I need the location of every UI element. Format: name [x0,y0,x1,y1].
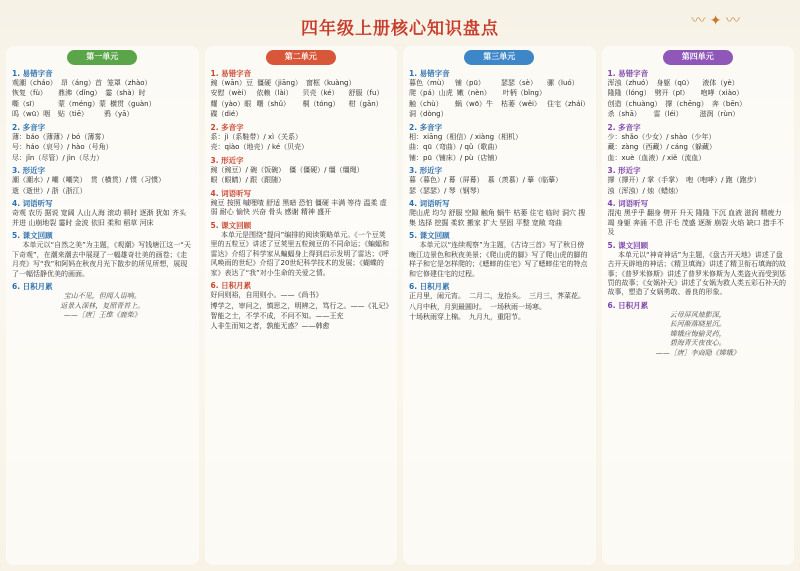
item-text: 舒服（fu） [348,89,384,98]
item-text: 滋润（rùn） [699,110,740,119]
item-text: 枯萎（wěi） [501,99,541,108]
item-text: 正月里，闹元宵。 [409,292,465,301]
section-heading: 3. 形近字 [607,166,641,176]
item-text: 贝壳（ké） [302,89,339,98]
item-text: 薄：báo（薄薄）/ bó（薄雾） [12,132,109,141]
item-text: 窗框（kuàng） [306,78,356,87]
section-heading: 3. 形近字 [210,155,244,165]
item-text: 三月三，荠菜花。 [529,292,585,301]
item-text: 浑浊（zhuó） [607,78,653,87]
section-items [12,209,193,228]
unit-heading: 第二单元 [266,50,336,65]
columns [6,46,794,565]
item-text: 依赖（lài） [256,89,293,98]
item-text: 昂（áng）首 [60,78,103,87]
item-text: 横贯（guàn） [110,99,156,108]
section-heading: 1. 易错字音 [607,68,649,78]
unit-column [403,46,596,565]
item-text: 好问则裕，自用则小。——《尚书》 [210,291,323,300]
section-items [12,79,193,120]
item-text: 蒙（méng）蒙 [58,99,107,108]
item-text: 雷（léi） [653,110,683,119]
item-text: 耀（yào）眼 [210,99,252,108]
item-text: 柑（gān） [348,99,383,108]
item-text: 鸦（yā） [104,110,134,119]
section-heading: 2. 多音字 [12,122,46,132]
item-text: 杀（shā） [607,110,641,119]
item-text: 僵硬（jiāng） [256,78,303,87]
item-text: 混沌 黑乎乎 翻身 劈开 升天 隆隆 下沉 血液 滋润 精疲力竭 身躯 奔涌 不息 汗毛 茂盛 逐渐 崩裂 火焰 缺口 措手不及 [607,209,784,237]
item-text: 洞（dòng） [409,110,448,119]
item-text: 逝（逝世）/ 浙（浙江） [12,186,87,195]
section-items [211,133,392,153]
section-items [211,79,392,120]
unit-column [602,46,795,565]
item-text: 二月二，龙抬头。 [469,292,525,301]
section-items [608,209,789,237]
item-text: 尽：jǐn（尽管）/ jìn（尽力） [12,153,104,162]
section-items [409,209,590,228]
section-items [409,79,590,120]
section-items [608,176,789,196]
section-heading: 2. 多音字 [409,122,443,132]
item-text: 碟（dié） [210,110,243,119]
page-title: 四年级上册核心知识盘点 [301,19,499,39]
poem-line: ——［唐］王维《鹿柴》 [63,310,141,319]
item-text: 奇观 农历 据说 宽阔 人山人海 滚动 顿时 逐渐 犹如 齐头并进 山崩地裂 霎时 金波 依旧 柔和 稻草 河床 [12,209,187,227]
section-heading: 5. 课文回顾 [210,220,252,230]
item-text: 住宅（zhái） [547,99,590,108]
section-heading: 5. 课文回顾 [607,240,649,250]
item-text: 隆隆（lóng） [607,89,651,98]
item-text: 蜗（wō）牛 [455,99,494,108]
section-heading: 6. 日积月累 [210,280,252,290]
item-text: 瑟瑟（sè） [501,78,537,87]
section-heading: 1. 易错字音 [12,68,53,78]
item-text: 撑（chēng） [665,99,708,108]
poem-line: 嫦娥应悔偷灵药， [669,329,726,338]
item-text: 人非生而知之者，孰能无惑？——韩愈 [210,322,330,331]
section-heading: 2. 多音字 [210,122,244,132]
section-paragraph: 本单元以“自然之美”为主题，《观潮》写钱塘江这一“天下奇观”，在潮来潮去中展现了一幅雄奇壮美的画卷；《走月亮》写“我”和阿妈在秋夜月光下散步的所见所想，展现了一幅恬静优美的画面。 [12,241,191,278]
item-text: 慕（羡慕）/ 摹（临摹） [487,176,563,185]
section-items [211,166,392,186]
item-text: 曲：qū（弯曲）/ qǔ（歌曲） [409,143,502,152]
item-text: 暮（暮色）/ 幕（屏幕） [409,176,484,185]
item-text: 眼（眼睛）/ 跟（跟随） [210,176,286,185]
section-items [409,176,590,196]
section-paragraph: 本单元以“神奇神话”为主题，《盘古开天地》讲述了盘古开天辟地的神话；《精卫填海》讲述了精卫衔石填海的故事；《普罗米修斯》讲述了普罗米修斯为人类盗火而受到惩罚的故事；《女娲补天》讲述了女娲为救人类五彩石补天的故事，塑造了女娲勇敢、善良的形象。 [607,250,786,297]
poem-line: ——［唐］李商隐《嫦娥》 [655,348,740,357]
section-paragraph: 本单元是围绕“提问”编排的阅读策略单元。《一个豆荚里的五粒豆》讲述了豆荚里五粒豌豆的不同命运；《蝙蝠和雷达》介绍了科学家从蝙蝠身上得到启示发明了雷达；《呼风唤雨的世纪》介绍了20世纪科学技术的发展；《蝴蝶的家》表达了“我”对小生命的关爱之情。 [210,230,389,277]
item-text: 豌（豌豆）/ 碗（饭碗） [210,165,286,174]
poem-line: 长河渐落晓星沉。 [669,320,726,329]
section-items [608,79,789,120]
item-text: 浊（浑浊）/ 烛（蜡烛） [607,186,683,195]
section-items [211,199,392,218]
item-text: 铺：pū（铺床）/ pù（店铺） [409,153,502,162]
section-heading: 3. 形近字 [409,166,443,176]
section-heading: 1. 易错字音 [409,68,450,78]
item-text: 八月中秋，月到最圆时。 [409,302,486,311]
item-text: 十场秋雨穿上棉。 [409,312,465,321]
birds-decoration-icon: 〰 ✦ 〰 [691,13,740,29]
item-text: 智能之士，不学不成，不问不知。——王充 [210,311,344,320]
section-heading: 1. 易错字音 [210,68,252,78]
item-text: 奔（bēn） [711,99,747,108]
item-text: 潮（潮水）/ 嘲（嘲笑） [12,176,87,185]
item-text: 九月九，重阳节。 [469,312,525,321]
unit-column [205,46,398,565]
item-text: 叶柄（bǐng） [502,89,547,98]
item-text: 号：háo（哀号）/ hào（号角） [12,143,113,152]
section-heading: 3. 形近字 [12,166,46,176]
item-text: 触（chù） [409,99,443,108]
item-text: 笼罩（zhào） [106,78,152,87]
section-paragraph: 本单元以“连续观察”为主题，《古诗三首》写了秋日傍晚江边景色和秋夜美景；《爬山虎的脚》写了爬山虎的脚的样子和它是怎样爬的；《蟋蟀的住宅》写了蟋蟀住宅的特点和它修建住宅的过程。 [409,241,588,278]
section-heading: 6. 日积月累 [12,281,53,291]
item-text: 嫩（nèn） [456,89,491,98]
item-text: 嘶（sī） [12,99,39,108]
section-items [409,133,590,163]
item-text: 豌（wān）豆 [210,78,253,87]
item-text: 恢复（fù） [12,89,47,98]
item-text: 藏：zàng（西藏）/ cáng（躲藏） [607,143,716,152]
item-text: 铺（pū） [455,78,485,87]
unit-heading: 第三单元 [464,50,534,65]
item-text: 安慰（wèi） [210,89,251,98]
item-text: 咆哮（xiào） [700,89,744,98]
unit-heading: 第一单元 [67,50,137,65]
item-text: 观潮（cháo） [12,78,57,87]
item-text: 血：xuè（血液）/ xiě（流血） [607,153,706,162]
item-text: 撑（撑开）/ 掌（手掌） [607,176,683,185]
item-text: 桐（tóng） [302,99,340,108]
item-text: 暮色（mù） [409,78,449,87]
section-heading: 5. 课文回顾 [12,231,53,241]
item-text: 爬山虎 均匀 舒服 空隙 触角 蜗牛 枯萎 住宅 临时 洞穴 搜集 选择 挖掘 柔软 搬家 扩大 坚固 平整 宽敞 弯曲 [409,209,586,227]
item-text: 劈开（pī） [654,89,689,98]
section-heading: 4. 词语听写 [12,199,53,209]
unit-heading: 第四单元 [663,50,733,65]
item-text: 相：xiāng（相信）/ xiàng（相机） [409,132,523,141]
poem-line: 碧海青天夜夜心。 [669,339,726,348]
section-heading: 4. 词语听写 [607,199,649,209]
item-text: 液体（yè） [702,78,739,87]
section-heading: 4. 词语听写 [210,188,252,198]
section-heading: 6. 日积月累 [607,300,649,310]
item-text: 骡（luó） [547,78,579,87]
unit-column [6,46,199,565]
section-items [211,291,392,332]
item-text: 身躯（qū） [656,78,694,87]
item-text: 博学之，审问之，慎思之，明辨之，笃行之。——《礼记》 [210,301,393,310]
section-items [409,292,590,322]
section-heading: 6. 日积月累 [409,281,450,291]
section-items [12,176,193,196]
item-text: 僵（僵硬）/ 缰（缰绳） [289,165,364,174]
item-text: 霎（shà）时 [105,89,146,98]
item-text: 少：shǎo（少女）/ shào（少年） [607,132,716,141]
section-items [12,133,193,163]
section-heading: 2. 多音字 [607,122,641,132]
item-text: 曙（shǔ） [256,99,291,108]
item-text: 鼎沸（dǐng） [58,89,102,98]
item-text: 爬（pá）山虎 [409,89,453,98]
section-heading: 4. 词语听写 [409,199,450,209]
item-text: 一场秋雨一场寒。 [490,302,546,311]
item-text: 系：jì（系鞋带）/ xì（关系） [210,132,303,141]
section-items [608,133,789,163]
poem-line: 宝山不见，但闻人语响。 [63,292,141,301]
item-text: 贯（横贯）/ 惯（习惯） [90,176,166,185]
section-heading: 5. 课文回顾 [409,231,450,241]
poem-line: 云母屏风烛影深， [669,310,726,319]
item-text: 呜（wū）咽 [12,110,51,119]
item-text: 贴（tiē） [58,110,88,119]
item-text: 壳：qiào（地壳）/ ké（贝壳） [210,143,309,152]
item-text: 瑟（瑟瑟）/ 琴（钢琴） [409,186,484,195]
item-text: 咆（咆哮）/ 跑（跑步） [686,176,761,185]
item-text: 豌豆 按照 嘁哩喳 舒适 黑暗 恐怕 僵硬 丰满 等待 温柔 虚弱 耐心 愉快 兴奋 骨头 感谢 精神 盛开 [210,198,387,217]
item-text: 创造（chuàng） [607,99,662,108]
poem-line: 返景入深林，复照青苔上。 [60,301,145,310]
